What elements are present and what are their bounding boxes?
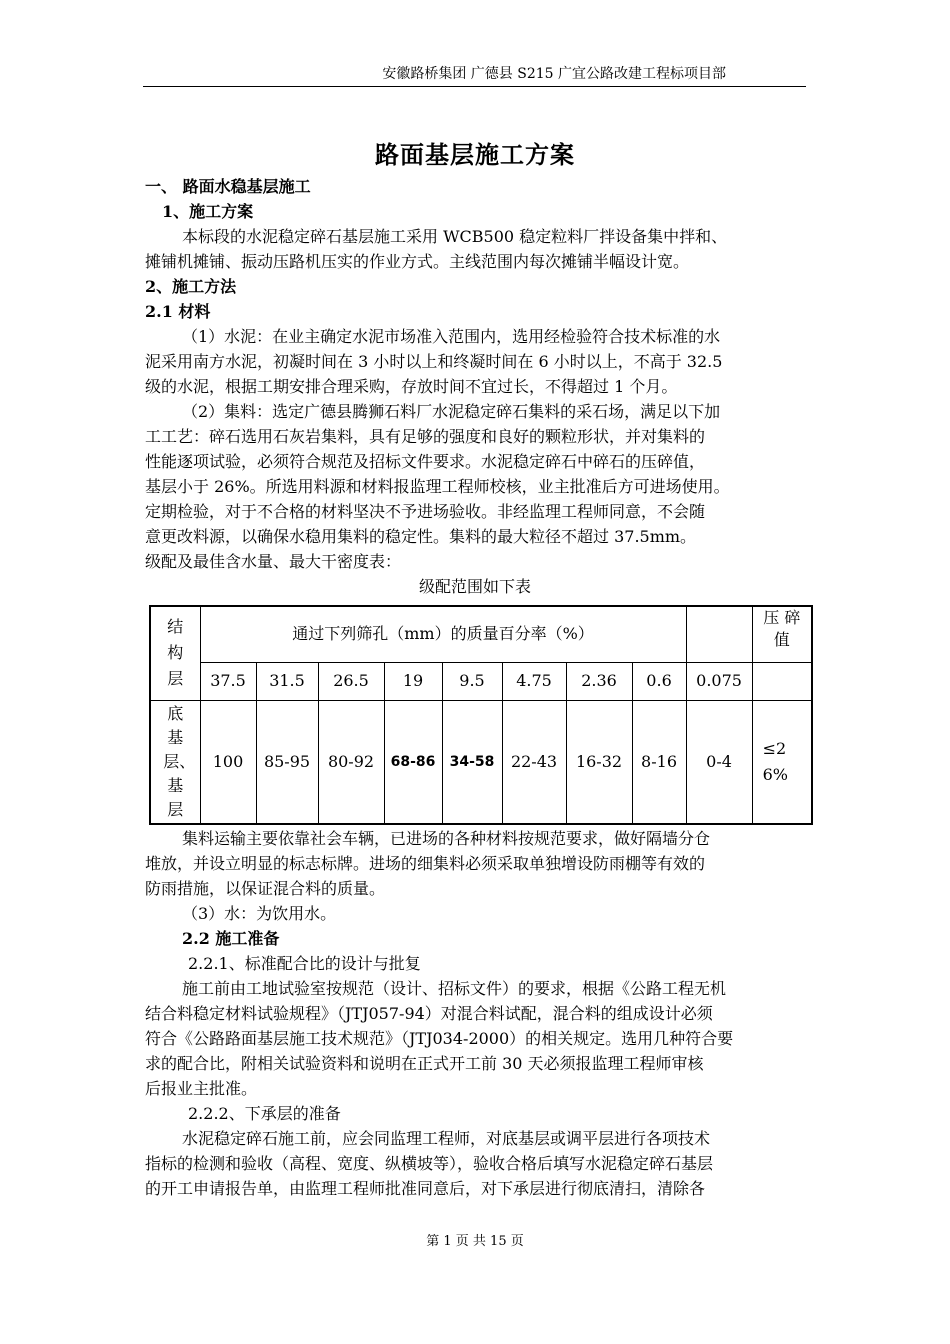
table-cell: 85-95	[256, 700, 318, 824]
table-cell-empty	[752, 662, 812, 700]
paragraph-line: 工工艺：碎石选用石灰岩集料，具有足够的强度和良好的颗粒形状，并对集料的	[145, 427, 706, 446]
paragraph-line: 基层小于 26%。所选用料源和材料报监理工程师校核，业主批准后方可进场使用。	[145, 477, 730, 496]
paragraph-line: 级配及最佳含水量、最大干密度表：	[145, 552, 402, 571]
table-cell: 0-4	[686, 700, 752, 824]
paragraph-line: 水泥稳定碎石施工前，应会同监理工程师，对底基层或调平层进行各项技术	[182, 1129, 711, 1148]
row-label: 底基层、基层	[150, 700, 200, 824]
table-header-empty	[686, 606, 752, 662]
section-heading-2-2: 2.2 施工准备	[182, 929, 280, 948]
table-cell: 8-16	[632, 700, 686, 824]
paragraph-line: 求的配合比，附相关试验资料和说明在正式开工前 30 天必须报监理工程师审核	[145, 1054, 704, 1073]
sieve-size: 2.36	[566, 662, 632, 700]
table-header-crush: 压 碎 值	[752, 606, 812, 662]
sieve-size: 0.6	[632, 662, 686, 700]
paragraph-line: 意更改料源，以确保水稳用集料的稳定性。集料的最大粒径不超过 37.5mm。	[145, 527, 697, 546]
paragraph-line: 结合料稳定材料试验规程》（JTJ057-94）对混合料试配，混合料的组成设计必须	[145, 1004, 713, 1023]
paragraph-line: 泥采用南方水泥，初凝时间在 3 小时以上和终凝时间在 6 小时以上，不高于 32.5	[145, 352, 723, 371]
table-header-sieve-span: 通过下列筛孔（mm）的质量百分率（%）	[200, 606, 686, 662]
paragraph-line: 本标段的水泥稳定碎石基层施工采用 WCB500 稳定粒料厂拌设备集中拌和、	[182, 227, 728, 246]
sieve-size: 37.5	[200, 662, 256, 700]
paragraph-line: 防雨措施，以保证混合料的质量。	[145, 879, 386, 898]
section-heading-1: 一、 路面水稳基层施工	[145, 177, 311, 196]
table-cell: 16-32	[566, 700, 632, 824]
paragraph-line: 摊铺机摊铺、振动压路机压实的作业方式。主线范围内每次摊铺半幅设计宽。	[145, 252, 690, 271]
paragraph-line: 堆放，并设立明显的标志标牌。进场的细集料必须采取单独增设防雨棚等有效的	[145, 854, 706, 873]
section-heading-1-1: 1、施工方案	[162, 202, 254, 221]
section-heading-2: 2、施工方法	[145, 277, 237, 296]
paragraph-line: 集料运输主要依靠社会车辆，已进场的各种材料按规范要求，做好隔墙分仓	[182, 829, 711, 848]
table-cell: 100	[200, 700, 256, 824]
sieve-size: 19	[384, 662, 442, 700]
subsection-heading: 2.2.1、标准配合比的设计与批复	[188, 954, 421, 973]
paragraph-line: （1）水泥：在业主确定水泥市场准入范围内，选用经检验符合技术标准的水	[182, 327, 721, 346]
crush-value: ≤26%	[752, 700, 812, 824]
sieve-size: 31.5	[256, 662, 318, 700]
table-header-structure: 结构层	[150, 606, 200, 700]
sieve-size: 4.75	[502, 662, 566, 700]
paragraph-line: 的开工申请报告单，由监理工程师批准同意后，对下承层进行彻底清扫，清除各	[145, 1179, 706, 1198]
table-cell: 22-43	[502, 700, 566, 824]
table-cell: 68-86	[384, 700, 442, 824]
sieve-size: 26.5	[318, 662, 384, 700]
table-cell: 80-92	[318, 700, 384, 824]
paragraph-line: （3）水：为饮用水。	[182, 904, 337, 923]
page-footer: 第 1 页 共 15 页	[426, 1234, 524, 1249]
table-caption: 级配范围如下表	[418, 577, 531, 596]
page-header: 安徽路桥集团 广德县 S215 广宜公路改建工程标项目部	[143, 64, 806, 87]
subsection-heading: 2.2.2、下承层的准备	[188, 1104, 341, 1123]
paragraph-line: 定期检验，对于不合格的材料坚决不予进场验收。非经监理工程师同意，不会随	[145, 502, 706, 521]
sieve-size: 9.5	[442, 662, 502, 700]
paragraph-line: 后报业主批准。	[145, 1079, 258, 1098]
gradation-table	[149, 605, 813, 825]
sieve-size: 0.075	[686, 662, 752, 700]
section-heading-2-1: 2.1 材料	[145, 302, 211, 321]
paragraph-line: 性能逐项试验，必须符合规范及招标文件要求。水泥稳定碎石中碎石的压碎值，	[145, 452, 706, 471]
document-title: 路面基层施工方案	[375, 140, 575, 169]
paragraph-line: （2）集料：选定广德县腾狮石料厂水泥稳定碎石集料的采石场，满足以下加	[182, 402, 721, 421]
paragraph-line: 符合《公路路面基层施工技术规范》（JTJ034-2000）的相关规定。选用几种符合要	[145, 1029, 734, 1048]
table-cell: 34-58	[442, 700, 502, 824]
paragraph-line: 指标的检测和验收（高程、宽度、纵横坡等），验收合格后填写水泥稳定碎石基层	[145, 1154, 714, 1173]
paragraph-line: 级的水泥，根据工期安排合理采购，存放时间不宜过长，不得超过 1 个月。	[145, 377, 678, 396]
paragraph-line: 施工前由工地试验室按规范（设计、招标文件）的要求，根据《公路工程无机	[182, 979, 727, 998]
